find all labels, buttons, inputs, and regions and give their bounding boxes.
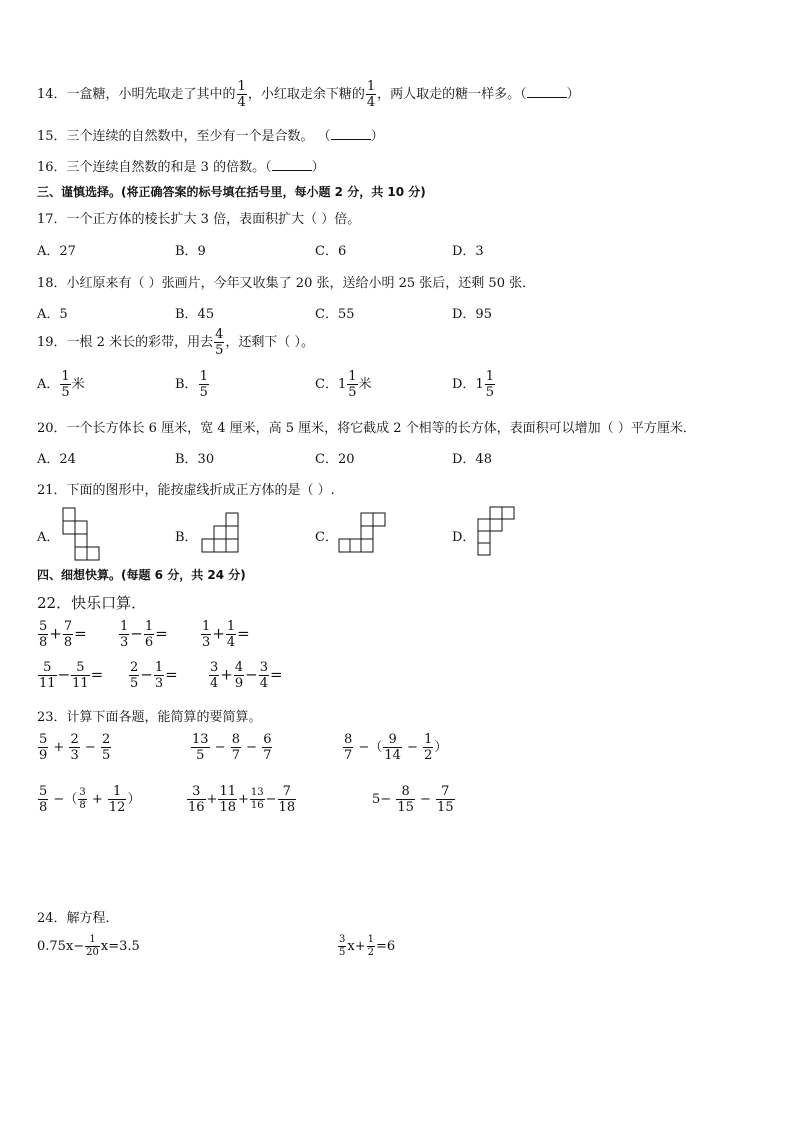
q22-expr-6: $\frac{3}{4}$ + $\frac{4}{9}$ − $\frac{3}{4}$ = [210, 660, 283, 691]
q21-net-a[interactable] [62, 507, 102, 561]
q20-option-a[interactable]: A．24 [37, 452, 76, 467]
q17-option-c[interactable]: C．6 [315, 244, 347, 259]
q23-expr-6: 5− $\frac{8}{15}$ − $\frac{7}{15}$ [372, 784, 454, 815]
q22-expr-2: $\frac{1}{3}$ − $\frac{1}{6}$ = [120, 619, 168, 650]
q23-expr-2: $\frac{13}{5}$ − $\frac{8}{7}$ − $\frac{6}{7}$ [192, 732, 272, 763]
q22-expr-5: $\frac{2}{5}$ − $\frac{1}{3}$ = [130, 660, 178, 691]
question-17-stem: 17．一个正方体的棱长扩大 3 倍，表面积扩大（ ）倍。 [37, 212, 361, 227]
q20-option-d[interactable]: D．48 [452, 452, 492, 467]
q23-expr-1: $\frac{5}{9}$ + $\frac{2}{3}$ − $\frac{2}{5}$ [39, 732, 111, 763]
q20-option-c[interactable]: C．20 [315, 452, 355, 467]
q22-expr-3: $\frac{1}{3}$ + $\frac{1}{4}$ = [202, 619, 250, 650]
q21-option-b-label[interactable]: B． [175, 530, 198, 545]
q19-option-d[interactable]: D．1 $\frac{1}{5}$ [452, 369, 494, 400]
q21-option-a-label[interactable]: A． [37, 530, 60, 545]
q21-net-d[interactable] [477, 506, 517, 556]
question-14: 14．一盒糖，小明先取走了其中的 $\frac{1}{4}$ ，小红取走余下糖的 $\frac{1}{4}$ ，两人取走的糖一样多。（ ） [37, 79, 580, 110]
question-23-title: 23．计算下面各题，能简算的要简算。 [37, 710, 262, 725]
q18-option-d[interactable]: D．95 [452, 307, 492, 322]
q17-option-a[interactable]: A．27 [37, 244, 76, 259]
q22-expr-1: $\frac{5}{8}$ + $\frac{7}{8}$ = [39, 619, 87, 650]
q23-expr-5: $\frac{3}{16}$ + $\frac{11}{18}$ + $\frac{13}{16}$ − $\frac{7}{18}$ [188, 784, 296, 815]
q17-option-b[interactable]: B．9 [175, 244, 206, 259]
q20-option-b[interactable]: B．30 [175, 452, 215, 467]
q24-equation-2: $\frac{3}{5}$ x+ $\frac{1}{2}$ =6 [339, 934, 396, 958]
q21-option-c-label[interactable]: C． [315, 530, 338, 545]
fraction: $\frac{1}{4}$ [237, 79, 246, 110]
q22-expr-4: $\frac{5}{11}$ − $\frac{5}{11}$ = [39, 660, 104, 691]
question-24-title: 24．解方程． [37, 911, 119, 926]
q21-net-c[interactable] [338, 512, 388, 554]
question-15: 15．三个连续的自然数中，至少有一个是合数。 （ ） [37, 129, 384, 144]
question-20-stem: 20．一个长方体长 6 厘米，宽 4 厘米，高 5 厘米，将它截成 2 个相等的长方体，表面积可以增加（ ）平方厘米． [37, 421, 696, 436]
question-19-stem: 19．一根 2 米长的彩带，用去 $\frac{4}{5}$ ，还剩下（ ）。 [37, 327, 314, 358]
q17-option-d[interactable]: D．3 [452, 244, 484, 259]
section-4-heading: 四、细想快算。(每题 6 分，共 24 分) [37, 568, 246, 582]
q24-equation-1: 0.75x− $\frac{1}{20}$ x=3.5 [37, 934, 140, 958]
answer-blank[interactable] [527, 85, 567, 98]
q19-option-c[interactable]: C．1 $\frac{1}{5}$ 米 [315, 369, 372, 400]
fraction: $\frac{1}{4}$ [366, 79, 376, 110]
answer-blank[interactable] [331, 127, 371, 140]
question-21-stem: 21．下面的图形中，能按虚线折成正方体的是（ ）. [37, 483, 335, 498]
section-3-heading: 三、谨慎选择。(将正确答案的标号填在括号里，每小题 2 分，共 10 分) [37, 185, 426, 199]
q23-expr-3: $\frac{8}{7}$ −（ $\frac{9}{14}$ − $\frac{1}{2}$ ） [344, 732, 448, 763]
question-16: 16．三个连续自然数的和是 3 的倍数。（ ） [37, 160, 325, 175]
q18-option-a[interactable]: A．5 [37, 307, 68, 322]
q21-net-b[interactable] [201, 512, 241, 554]
question-18-stem: 18．小红原来有（ ）张画片，今年又收集了 20 张，送给小明 25 张后，还剩 50 张． [37, 276, 536, 291]
q19-option-a[interactable]: A． $\frac{1}{5}$ 米 [37, 369, 85, 400]
question-22-title: 22．快乐口算． [37, 594, 147, 612]
q21-option-d-label[interactable]: D． [452, 530, 476, 545]
q19-option-b[interactable]: B． $\frac{1}{5}$ [175, 369, 208, 400]
q18-option-b[interactable]: B．45 [175, 307, 215, 322]
answer-blank[interactable] [272, 158, 312, 171]
q23-expr-4: $\frac{5}{8}$ −（ $\frac{3}{8}$ + $\frac{1}{12}$ ） [39, 784, 141, 815]
q18-option-c[interactable]: C．55 [315, 307, 355, 322]
